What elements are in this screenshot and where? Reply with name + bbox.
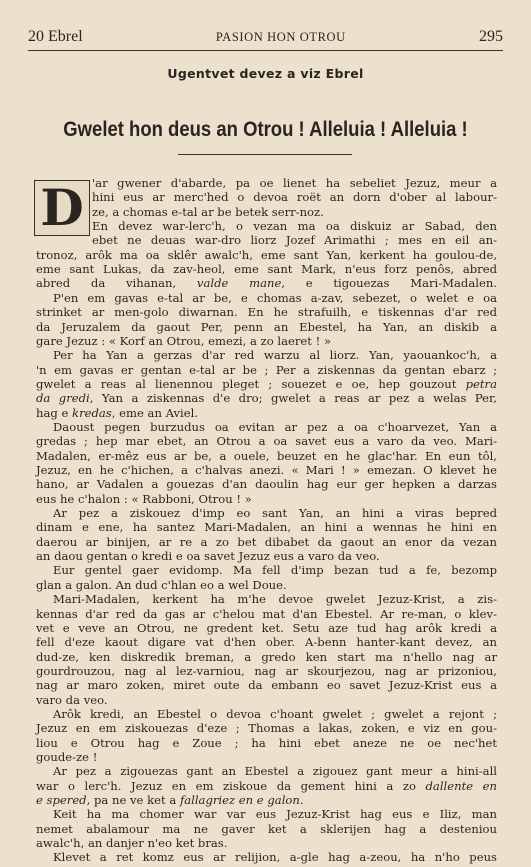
text-line: dud-ze, ken diskredik breman, a gredo ken start ma n'hello nag ar <box>36 649 497 664</box>
text-line: eus he c'halon : « Rabboni, Otrou ! » <box>36 491 252 506</box>
drop-cap <box>34 180 90 236</box>
text-line: 'ar gwener d'abarde, pa oe lienet ha sebeliet Jezuz, meur a <box>92 176 497 190</box>
text-line: Eur gentel gaer evidomp. Ma fell d'imp bezan tud a fe, bezomp <box>53 563 497 578</box>
title-rule <box>178 154 352 155</box>
text-line: gare Jezuz : « Korf an Otrou, emezi, a zo laeret ! » <box>36 333 332 348</box>
text-line: da Jeruzalem da gaout Per, penn an Ebestel, ha Yan, an diskib a <box>36 319 497 334</box>
text-line: nemet abalamour ma ne gaver ket a sklerijen hag a desteniou <box>36 821 497 836</box>
text-line: hag e kredas, eme an Aviel. <box>36 405 199 420</box>
text-line: da gredi, Yan a ziskennas d'e dro; gwelet a reas ar pez a welas Per, <box>36 391 497 406</box>
text-line: glan a galon. An dud c'hlan eo a wel Doue. <box>36 577 287 592</box>
text-line: Ar pez a ziskouez d'imp eo sant Yan, an hini a viras bepred <box>53 506 497 521</box>
text-line: vet e veve an Otrou, ne gredent ket. Setu aze tud hag arôk kredi a <box>36 620 497 635</box>
text-line: P'en em gavas e-tal ar be, e chomas a-zav, sebezet, o welet e oa <box>53 290 497 305</box>
header-rule <box>28 50 503 51</box>
drop-cap-letter: D <box>40 178 84 237</box>
text-line: hano, ar Vadalen a gouezas d'an daoulin hag eur ger hepken a darzas <box>36 477 497 492</box>
main-title: Gwelet hon deus an Otrou ! Alleluia ! Alleluia ! <box>63 117 468 141</box>
text-line: dinam e ene, ha santez Mari-Madalen, an hini a wennas he hini en <box>36 520 497 535</box>
text-line: 'n em gavas er gentan e-tal ar be ; Per a ziskennas da gentan ebarz ; <box>36 362 497 377</box>
text-line: fell d'eze kaout digare vat d'hen ober. A-benn hanter-kant devez, an <box>36 635 497 650</box>
text-line: ebet ne deuas war-dro liorz Jozef Arimathi ; mes en eil an- <box>92 233 497 248</box>
text-line: an daou gentan o kredi e oa savet Jezuz eus a varo da veo. <box>36 549 380 564</box>
text-line: Jezuz, en he c'hichen, a c'halvas anezi. « Mari ! » emezan. O klevet he <box>36 463 497 477</box>
text-line: gredas ; hep mar ebet, an Otrou a oa savet eus a varo da veo. Mari- <box>36 434 497 449</box>
text-line: awalc'h, an danjer n'eo ket bras. <box>36 836 228 851</box>
page-number: 295 <box>479 28 503 45</box>
text-line: e spered, pa ne ve ket a fallagriez en e galon. <box>36 793 304 808</box>
text-line: nag ar maro zoken, miret oute da embann eo savet Jezuz-Krist eus a <box>36 678 497 693</box>
running-header <box>28 28 503 50</box>
text-line: gwelet a reas al lienennou pleget ; souezet e oe, hep gouzout petra <box>36 376 497 391</box>
text-line: daerou ar binijen, ar re a zo bet dibabet da gaout an enor da vezan <box>36 534 497 549</box>
text-line: Klevet a ret komz eus ar relijion, a-gle hag a-zeou, ha n'ho peus <box>53 850 497 865</box>
text-line: war o lerc'h. Jezuz en em ziskoue da gement hini a zo dallente en <box>36 778 497 793</box>
header-center: PASION HON OTROU <box>215 30 346 44</box>
text-line: En devez war-lerc'h, o vezan ma oa diskuiz ar Sabad, den <box>92 219 497 234</box>
text-line: Keit ha ma chomer war var eus Jezuz-Krist hag eus e Iliz, man <box>53 807 497 822</box>
header-left: 20 Ebrel <box>28 28 83 45</box>
text-line: liou e Otrou hag e Zoue ; ha hini ebet aneze ne oe nec'het <box>36 735 497 750</box>
text-line: Madalen, er-mêz eus ar be, a ouele, beuzet en he glac'har. En eun tôl, <box>36 448 497 463</box>
text-line: abred da vihanan, valde mane, e tigouezas Mari-Madalen. <box>36 276 497 291</box>
text-line: hini eus ar merc'hed o devoa roët an dorn d'ober al labour- <box>92 190 497 205</box>
text-line: ze, a chomas e-tal ar be betek serr-noz. <box>92 204 324 219</box>
section-title: Ugentvet devez a viz Ebrel <box>167 66 364 81</box>
text-line: Per ha Yan a gerzas d'ar red warzu al liorz. Yan, yaouankoc'h, a <box>53 348 497 363</box>
text-line: Daoust pegen burzudus oa evitan ar pez a oa c'hoarvezet, Yan a <box>53 419 497 434</box>
text-line: strinket ar men-golo diwarnan. En he strafuilh, e tiskennas d'ar red <box>36 305 497 320</box>
text-line: gourdrouzou, nag al lez-varniou, nag ar skourjezou, nag ar prizoniou, <box>36 663 497 678</box>
text-line: varo da veo. <box>36 692 108 707</box>
text-line: tronoz, arôk ma oa sklêr awalc'h, eme sant Yan, kerkent ha goulou-de, <box>36 247 497 262</box>
text-line: Ar pez a zigouezas gant an Ebestel a zigouez gant meur a hini-all <box>53 764 497 779</box>
text-line: Jezuz en em ziskouezas d'eze ; Thomas a lakas, zoken, e viz en gou- <box>36 721 497 736</box>
text-line: Arôk kredi, an Ebestel o devoa c'hoant gwelet ; gwelet a rejont ; <box>53 706 497 721</box>
text-line: kennas d'ar red da gas ar c'helou mat d'an Ebestel. Ar re-man, o klev- <box>36 606 497 621</box>
text-line: Mari-Madalen, kerkent ha m'he devoe gwelet Jezuz-Krist, a zis- <box>53 592 497 607</box>
text-line: goude-ze ! <box>36 750 98 764</box>
text-line: eme sant Lukas, da zav-heol, eme sant Mark, n'eus forz penôs, abred <box>36 262 497 277</box>
